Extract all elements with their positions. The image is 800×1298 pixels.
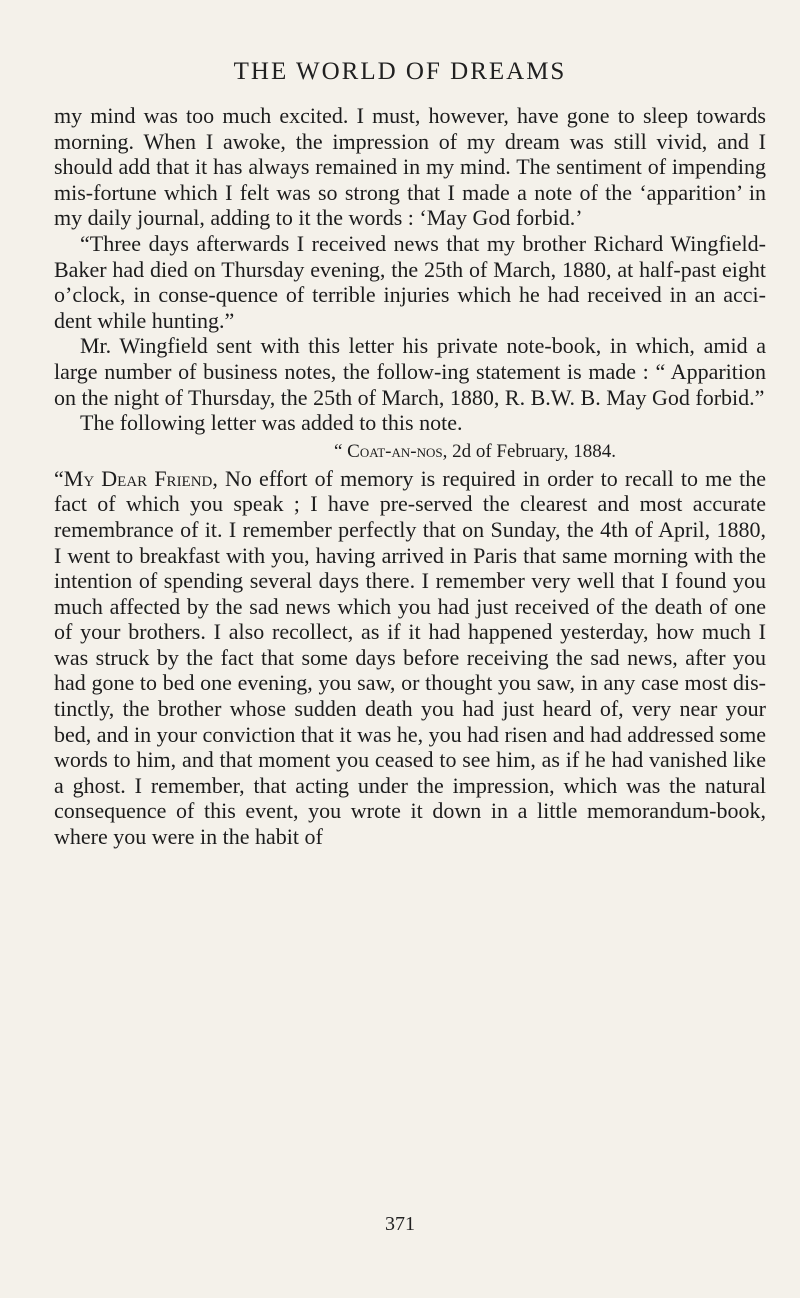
- dateline-date: 2d of February, 1884.: [447, 440, 617, 462]
- paragraph-following-letter: The following letter was added to this note.: [80, 410, 463, 436]
- paragraph-continued: my mind was too much excited. I must, however, have gone to sleep towards morning. When I awoke, the impression of my dream was still vivid, and I should add that it has always remained in my mind. The sentiment of impending mis-fortune which I felt was so strong that I made a note of the ‘apparition’ in my daily journal, adding to it the words : ‘May God forbid.’: [54, 103, 766, 231]
- letter-salutation: “My Dear Friend,: [54, 465, 218, 491]
- running-title: THE WORLD OF DREAMS: [233, 58, 567, 85]
- letter-dateline: [54, 440, 766, 464]
- page-number: 371: [385, 1213, 415, 1235]
- paragraph-notebook: Mr. Wingfield sent with this letter his private note-book, in which, amid a large number of business notes, the follow-ing statement is made : “ Apparition on the night of Thursday, the 25th of March, 1880, R. B.W. B. May God forbid.”: [54, 333, 766, 410]
- letter-text: No effort of memory is required in order to recall to me the fact of which you speak ; I have pre-served the clearest and most accurate remembrance of it. I remember perfectly that on Sunday, the 4th of April, 1880, I went to breakfast with you, having arrived in Paris that same morning with the intention of spending several days there. I remember very well that I found you much affected by the sad news which you had just received of the death of one of your brothers. I also recollect, as if it had happened yesterday, how much I was struck by the fact that some days before receiving the sad news, after you had gone to bed one evening, you saw, or thought you saw, in any case most dis-tinctly, the brother whose sudden death you had just heard of, very near your bed, and in your conviction that it was he, you had risen and had addressed some words to him, and that moment you ceased to see him, as if he had vanished like a ghost. I remember, that acting under the impression, which was the natural consequence of this event, you wrote it down in a little memorandum-book, where you were in the habit of: [54, 465, 766, 850]
- paragraph-news: “Three days afterwards I received news that my brother Richard Wingfield-Baker had died on Thursday evening, the 25th of March, 1880, at half-past eight o’clock, in conse-quence of terrible injuries which he had received in an acci-dent while hunting.”: [54, 230, 766, 333]
- letter-body: [54, 466, 766, 850]
- body-text: [54, 103, 766, 850]
- dateline-place: “ Coat-an-nos,: [334, 440, 448, 462]
